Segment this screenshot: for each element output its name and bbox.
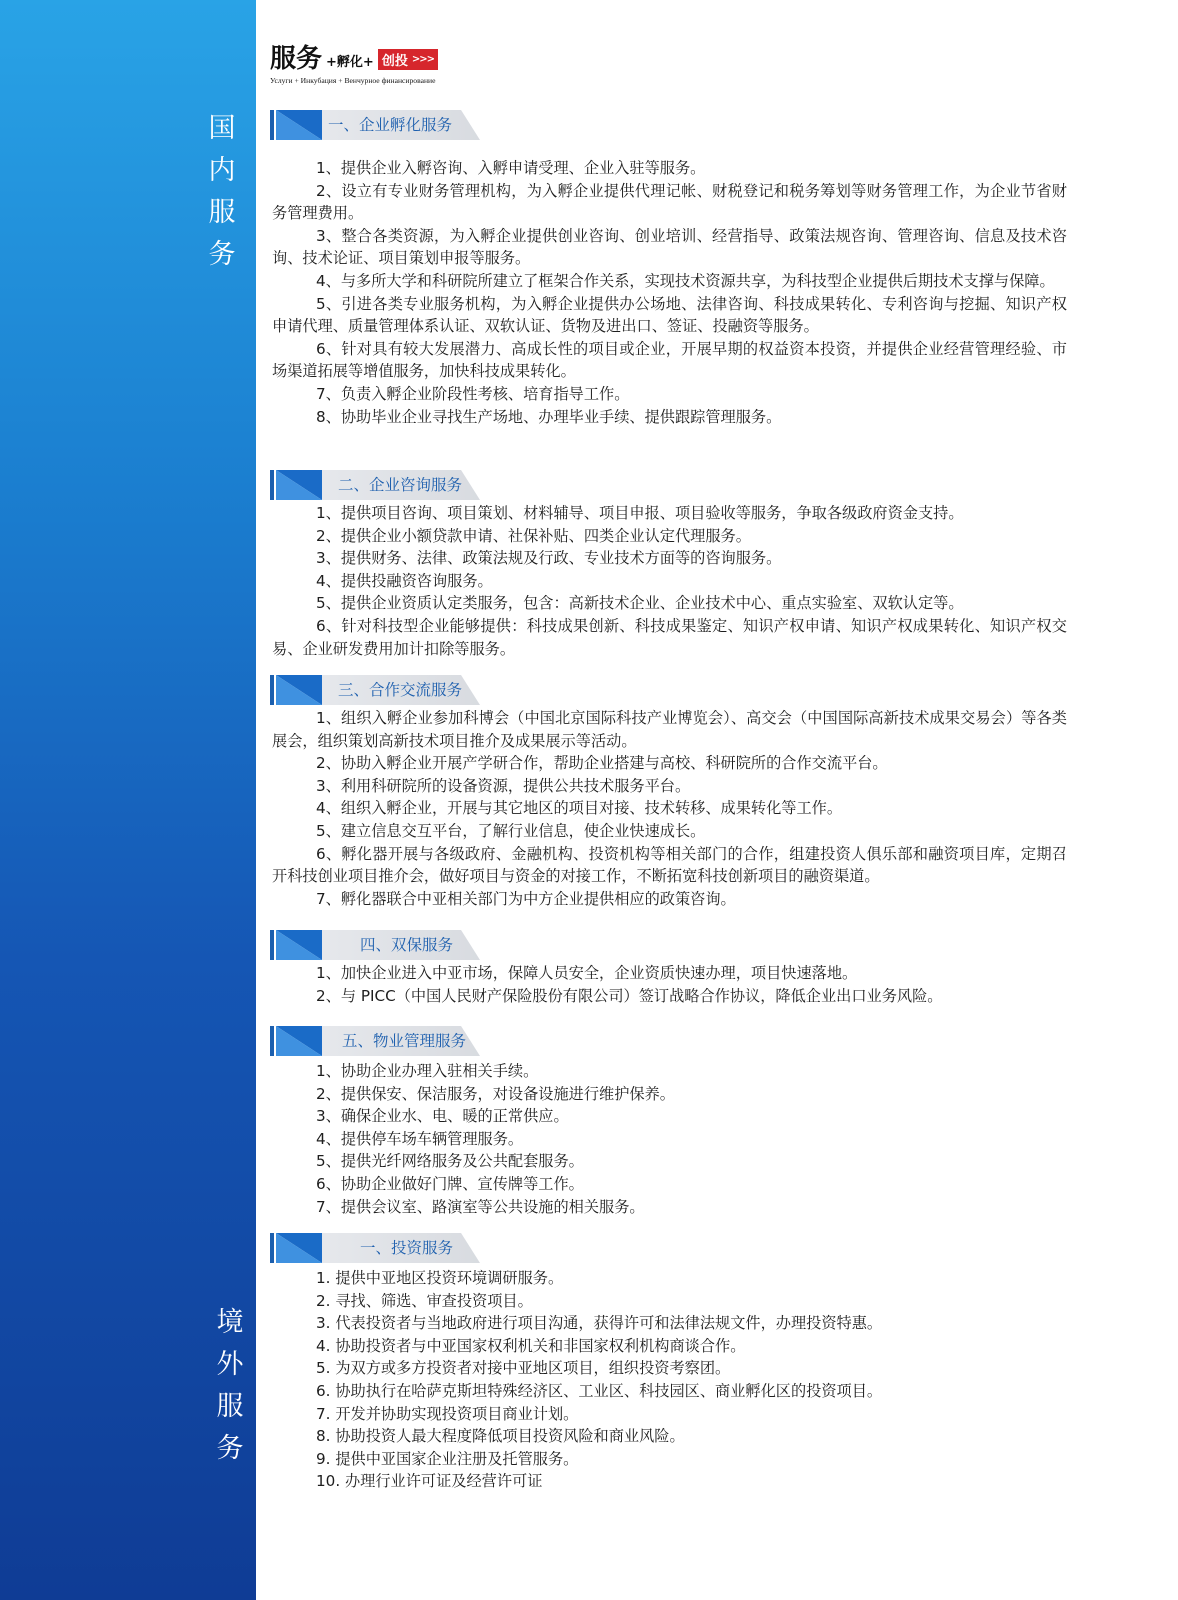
section-title: 一、投资服务 [360,1239,454,1257]
heading-bar [270,1233,274,1263]
list-item: 2、与 PICC（中国人民财产保险股份有限公司）签订战略合作协议，降低企业出口业务风险。 [316,986,943,1005]
list-item: 5、提供企业资质认定类服务，包含：高新技术企业、企业技术中心、重点实验室、双软认定等。 [316,594,964,613]
list-item: 1、提供项目咨询、项目策划、材料辅导、项目申报、项目验收等服务，争取各级政府资金支持。 [316,504,964,522]
heading-triangle-light [276,1233,322,1263]
list-item: 10. 办理行业许可证及经营许可证 [316,1472,543,1491]
heading-bar [270,1026,274,1056]
list-item: 2、提供保安、保洁服务，对设备设施进行维护保养。 [316,1084,675,1103]
heading-bar [270,110,274,140]
header-title-mid: +孵化+ [326,55,374,70]
section-title: 二、企业咨询服务 [338,476,463,494]
heading-bar [270,675,274,705]
header-subtitle: Услуги + Инкубация + Венчурное финансирование [270,76,436,85]
heading-bar [270,930,274,960]
overseas-char: 外 [216,1349,246,1380]
list-item: 6. 协助执行在哈萨克斯坦特殊经济区、工业区、科技园区、商业孵化区的投资项目。 [316,1381,883,1400]
list-item: 2、协助入孵企业开展产学研合作，帮助企业搭建与高校、科研院所的合作交流平台。 [316,754,888,773]
list-item: 1. 提供中亚地区投资环境调研服务。 [316,1269,564,1287]
arrows-icon: >>> [411,54,434,65]
page-header [270,40,438,85]
list-item: 4、组织入孵企业，开展与其它地区的项目对接、技术转移、成果转化等工作。 [316,799,843,818]
list-item: 2、设立有专业财务管理机构，为入孵企业提供代理记帐、财税登记和税务筹划等财务管理工作，为企业节省财务管理费用。 [272,181,1067,223]
section-body [272,1060,1067,1218]
heading-triangle-light [276,110,322,140]
heading-triangle-light [276,1026,322,1056]
list-item: 6、针对科技型企业能够提供：科技成果创新、科技成果鉴定、知识产权申请、知识产权成果转化、知识产权交易、企业研发费用加计扣除等服务。 [272,616,1067,658]
overseas-char: 境 [216,1307,246,1338]
list-item: 3. 代表投资者与当地政府进行项目沟通，获得许可和法律法规文件，办理投资特惠。 [316,1314,883,1333]
section-body [272,962,1067,1007]
header-title-tag [378,49,438,70]
list-item: 4、提供停车场车辆管理服务。 [316,1129,524,1148]
header-title-row [270,40,438,74]
list-item: 8. 协助投资人最大程度降低项目投资风险和商业风险。 [316,1427,685,1446]
section-heading [270,110,520,140]
section-heading [270,470,520,500]
list-item: 8、协助毕业企业寻找生产场地、办理毕业手续、提供跟踪管理服务。 [316,407,782,426]
heading-triangle-light [276,930,322,960]
list-item: 5、建立信息交互平台，了解行业信息，使企业快速成长。 [316,821,706,840]
domestic-char: 服 [208,197,238,228]
overseas-services-label [201,1302,261,1470]
section-body [272,707,1067,910]
list-item: 1、加快企业进入中亚市场，保障人员安全，企业资质快速办理，项目快速落地。 [316,964,858,982]
list-item: 3、整合各类资源，为入孵企业提供创业咨询、创业培训、经营指导、政策法规咨询、管理咨询、信息及技术咨询、技术论证、项目策划申报等服务。 [272,226,1067,268]
list-item: 3、确保企业水、电、暖的正常供应。 [316,1107,569,1126]
list-item: 1、协助企业办理入驻相关手续。 [316,1062,539,1080]
section-title: 一、企业孵化服务 [328,116,453,134]
list-item: 2. 寻找、筛选、审查投资项目。 [316,1291,533,1310]
heading-bar [270,470,274,500]
domestic-char: 内 [208,155,238,186]
section-title: 三、合作交流服务 [338,681,463,699]
list-item: 7、孵化器联合中亚相关部门为中方企业提供相应的政策咨询。 [316,889,736,908]
sidebar-band [0,0,256,1600]
list-item: 1、提供企业入孵咨询、入孵申请受理、企业入驻等服务。 [316,159,706,177]
list-item: 4、提供投融资咨询服务。 [316,571,493,590]
section-title: 四、双保服务 [360,936,454,954]
heading-triangle-light [276,675,322,705]
overseas-char: 服 [216,1391,246,1422]
list-item: 6、孵化器开展与各级政府、金融机构、投资机构等相关部门的合作，组建投资人俱乐部和融资项目库，定期召开科技创业项目推介会，做好项目与资金的对接工作，不断拓宽科技创新项目的融资渠道。 [272,844,1067,886]
list-item: 6、针对具有较大发展潜力、高成长性的项目或企业，开展早期的权益资本投资，并提供企业经营管理经验、市场渠道拓展等增值服务，加快科技成果转化。 [272,339,1067,381]
list-item: 3、利用科研院所的设备资源，提供公共技术服务平台。 [316,776,691,795]
list-item: 5. 为双方或多方投资者对接中亚地区项目，组织投资考察团。 [316,1359,731,1378]
section-title: 五、物业管理服务 [342,1032,467,1050]
section-body [272,1267,1067,1493]
header-title-main: 服务 [270,44,323,74]
heading-triangle-light [276,470,322,500]
list-item: 5、提供光纤网络服务及公共配套服务。 [316,1152,584,1171]
domestic-char: 务 [208,239,238,270]
list-item: 7、提供会议室、路演室等公共设施的相关服务。 [316,1197,645,1216]
list-item: 7. 开发并协助实现投资项目商业计划。 [316,1404,579,1423]
section-body [272,502,1067,660]
overseas-char: 务 [216,1433,246,1464]
list-item: 6、协助企业做好门牌、宣传牌等工作。 [316,1174,584,1193]
section-body [272,157,1067,428]
domestic-char: 国 [208,113,238,144]
list-item: 4、与多所大学和科研院所建立了框架合作关系，实现技术资源共享，为科技型企业提供后期技术支撑与保障。 [316,271,1055,290]
list-item: 9. 提供中亚国家企业注册及托管服务。 [316,1449,579,1468]
section-heading [270,675,520,705]
list-item: 4. 协助投资者与中亚国家权利机关和非国家权利机构商谈合作。 [316,1336,746,1355]
list-item: 1、组织入孵企业参加科博会（中国北京国际科技产业博览会）、高交会（中国国际高新技术成果交易会）等各类展会，组织策划高新技术项目推介及成果展示等活动。 [272,709,1067,750]
list-item: 3、提供财务、法律、政策法规及行政、专业技术方面等的咨询服务。 [316,549,782,568]
list-item: 2、提供企业小额贷款申请、社保补贴、四类企业认定代理服务。 [316,526,751,545]
section-heading [270,1233,520,1263]
header-title-tag-text: 创投 [381,54,408,69]
section-heading [270,1026,520,1056]
list-item: 7、负责入孵企业阶段性考核、培育指导工作。 [316,384,630,403]
section-heading [270,930,520,960]
domestic-services-label [193,108,253,276]
list-item: 5、引进各类专业服务机构，为入孵企业提供办公场地、法律咨询、科技成果转化、专利咨询与挖掘、知识产权申请代理、质量管理体系认证、双软认证、货物及进出口、签证、投融资等服务。 [272,294,1067,336]
